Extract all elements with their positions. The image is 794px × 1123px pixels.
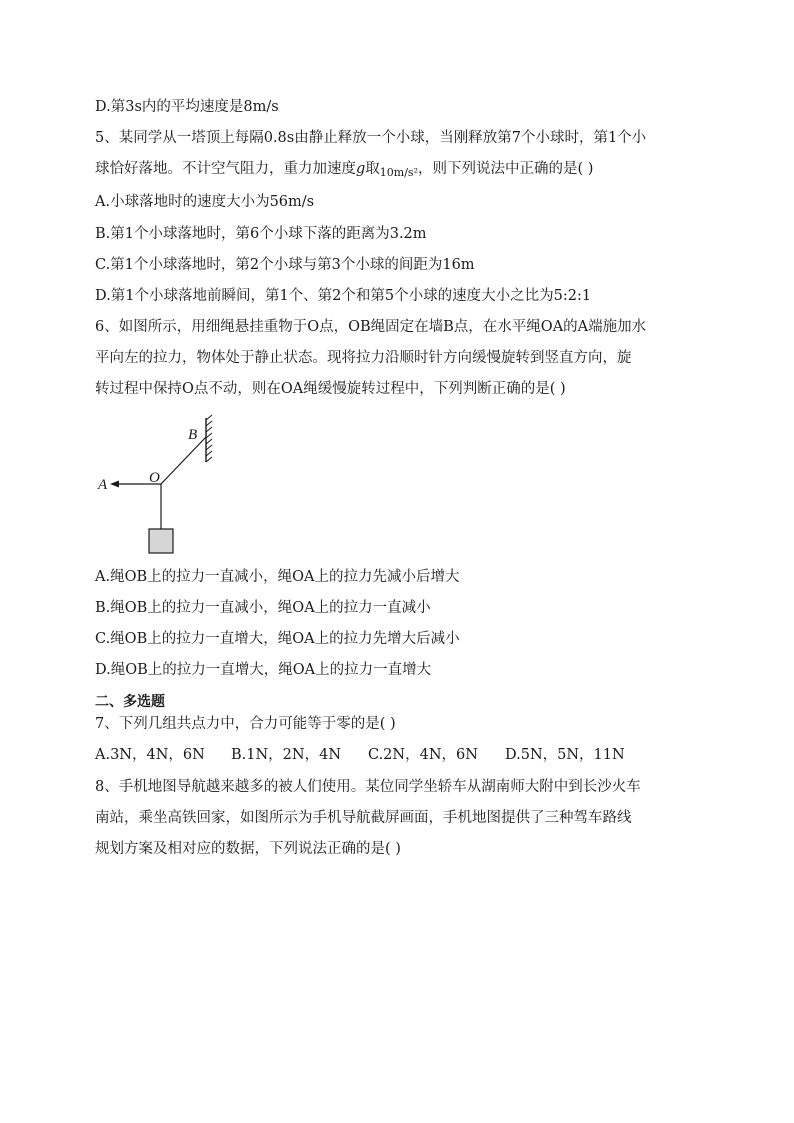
q5-stem-text: 球恰好落地。不计空气阻力，重力加速度: [95, 161, 356, 177]
q6-option-d: D.绳OB上的拉力一直增大，绳OA上的拉力一直增大: [95, 662, 432, 678]
weight-block: [149, 529, 173, 553]
q6-figure: [90, 410, 220, 560]
rope-ob: [161, 437, 206, 484]
q6-option-a: A.绳OB上的拉力一直减小，绳OA上的拉力先减小后增大: [95, 569, 460, 585]
q6-stem-line-3: 转过程中保持O点不动，则在OA绳缓慢旋转过程中，下列判断正确的是( ): [95, 381, 566, 397]
q6-option-c: C.绳OB上的拉力一直增大，绳OA上的拉力先增大后减小: [95, 631, 460, 647]
q5-option-c: C.第1个小球落地时，第2个小球与第3个小球的间距为16m: [95, 257, 475, 273]
q5-option-d: D.第1个小球落地前瞬间，第1个、第2个和第5个小球的速度大小之比为5:2:1: [95, 288, 592, 304]
q6-option-b: B.绳OB上的拉力一直减小，绳OA上的拉力一直减小: [95, 600, 431, 616]
q5-stem-line-1: 5、某同学从一塔顶上每隔0.8s由静止释放一个小球，当刚释放第7个小球时，第1个小: [95, 130, 647, 146]
section-heading-multiple-choice: 二、多选题: [95, 694, 165, 710]
q5-option-b: B.第1个小球落地时，第6个小球下落的距离为3.2m: [95, 226, 427, 242]
label-o: O: [149, 470, 160, 486]
q5-stem-line-2: [95, 159, 593, 183]
q7-options: [95, 745, 625, 765]
q5-stem-end: ，则下列说法中正确的是( ): [418, 161, 594, 177]
q7-option-a: A.3N，4N，6N: [95, 747, 205, 763]
q5-stem-take: 取: [365, 161, 380, 177]
q6-stem-line-1: 6、如图所示，用细绳悬挂重物于O点，OB绳固定在墙B点，在水平绳OA的A端施加水: [95, 319, 647, 335]
arrow-head: [110, 481, 119, 488]
gravity-value: 10m/s²: [379, 166, 418, 179]
label-a: A: [98, 477, 108, 493]
label-b: B: [188, 427, 198, 443]
q4-option-d: D.第3s内的平均速度是8m/s: [95, 99, 279, 115]
q7-stem: 7、下列几组共点力中，合力可能等于零的是( ): [95, 716, 396, 732]
wall-hatching: [206, 415, 212, 462]
q7-option-b: B.1N，2N，4N: [231, 747, 342, 763]
q7-option-c: C.2N，4N，6N: [368, 747, 478, 763]
q6-stem-line-2: 平向左的拉力，物体处于静止状态。现将拉力沿顺时针方向缓慢旋转到竖直方向，旋: [95, 350, 632, 366]
q5-option-a: A.小球落地时的速度大小为56m/s: [95, 194, 315, 210]
q8-stem-line-3: 规划方案及相对应的数据，下列说法正确的是( ): [95, 841, 401, 857]
q8-stem-line-1: 8、手机地图导航越来越多的被人们使用。某位同学坐轿车从湖南师大附中到长沙火车: [95, 779, 641, 795]
gravity-symbol: g: [356, 161, 366, 177]
q7-option-d: D.5N，5N，11N: [505, 747, 625, 763]
q8-stem-line-2: 南站，乘坐高铁回家，如图所示为手机导航截屏画面，手机地图提供了三种驾车路线: [95, 810, 632, 826]
